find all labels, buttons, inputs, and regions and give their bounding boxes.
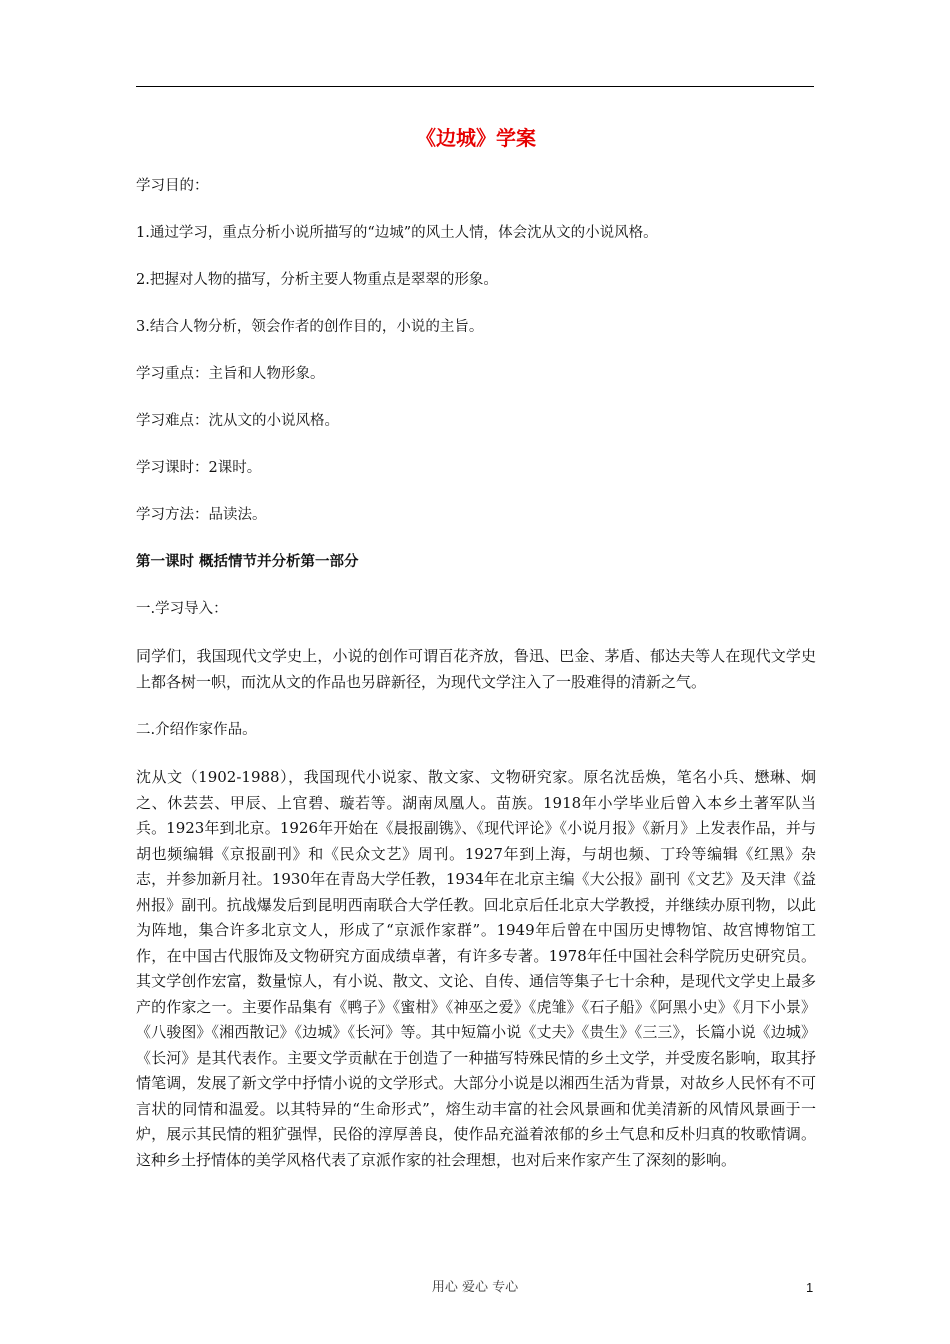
study-method: 学习方法：品读法。 bbox=[136, 507, 267, 523]
document-body bbox=[136, 124, 816, 1196]
page-number: 1 bbox=[806, 1280, 814, 1295]
goals-heading: 学习目的： bbox=[136, 178, 209, 194]
class-hours: 学习课时：2课时。 bbox=[136, 460, 262, 476]
goal-item-2: 2.把握对人物的描写，分析主要人物重点是翠翠的形象。 bbox=[136, 272, 498, 288]
document-title: 《边城》学案 bbox=[416, 126, 536, 150]
key-points: 学习重点：主旨和人物形象。 bbox=[136, 366, 325, 382]
goal-item-1: 1.通过学习，重点分析小说所描写的“边城”的风土人情，体会沈从文的小说风格。 bbox=[136, 225, 658, 241]
footer-motto: 用心 爱心 专心 bbox=[431, 1280, 519, 1295]
intro-paragraph: 同学们，我国现代文学史上，小说的创作可谓百花齐放，鲁迅、巴金、茅盾、郁达夫等人在现代文学史上都各树一帜，而沈从文的作品也另辟新径，为现代文学注入了一股难得的清新之气。 bbox=[136, 647, 816, 691]
section-heading: 第一课时 概括情节并分析第一部分 bbox=[136, 553, 359, 570]
author-heading: 二.介绍作家作品。 bbox=[136, 722, 257, 738]
goal-item-3: 3.结合人物分析，领会作者的创作目的，小说的主旨。 bbox=[136, 319, 484, 335]
header-rule bbox=[136, 86, 814, 87]
difficult-points: 学习难点：沈从文的小说风格。 bbox=[136, 413, 339, 429]
intro-heading: 一.学习导入： bbox=[136, 601, 228, 617]
author-paragraph: 沈从文（1902-1988），我国现代小说家、散文家、文物研究家。原名沈岳焕，笔名小兵、懋琳、炯之、休芸芸、甲辰、上官碧、璇若等。湖南凤凰人。苗族。1918年小学毕业后曾入本乡土著军队当兵。1923年到北京。1926年开始在《晨报副镌》、《现代评论》《小说月报》《新月》上发表作品，并与胡也频编辑《京报副刊》和《民众文艺》周刊。1927年到上海，与胡也频、丁玲等编辑《红黑》杂志，并参加新月社。1930年在青岛大学任教，1934年在北京主编《大公报》副刊《文艺》及天津《益州报》副刊。抗战爆发后到昆明西南联合大学任教。回北京后任北京大学教授，并继续办原刊物，以此为阵地，集合许多北京文人，形成了“京派作家群”。1949年后曾在中国历史博物馆、故宫博物馆工作，在中国古代服饰及文物研究方面成绩卓著，有许多专著。1978年任中国社会科学院历史研究员。其文学创作宏富，数量惊人，有小说、散文、文论、自传、通信等集子七十余种，是现代文学史上最多产的作家之一。主要作品集有《鸭子》《蜜柑》《神巫之爱》《虎雏》《石子船》《阿黑小史》《月下小景》《八骏图》《湘西散记》《边城》《长河》等。其中短篇小说《丈夫》《贵生》《三三》，长篇小说《边城》《长河》是其代表作。主要文学贡献在于创造了一种描写特殊民情的乡土文学，并受废名影响，取其抒情笔调，发展了新文学中抒情小说的文学形式。大部分小说是以湘西生活为背景，对故乡人民怀有不可言状的同情和温爱。以其特异的“生命形式”，熔生动丰富的社会风景画和优美清新的风情风景画于一炉，展示其民情的粗犷强悍，民俗的淳厚善良，使作品充溢着浓郁的乡土气息和反朴归真的牧歌情调。这种乡土抒情体的美学风格代表了京派作家的社会理想，也对后来作家产生了深刻的影响。 bbox=[136, 768, 816, 1169]
